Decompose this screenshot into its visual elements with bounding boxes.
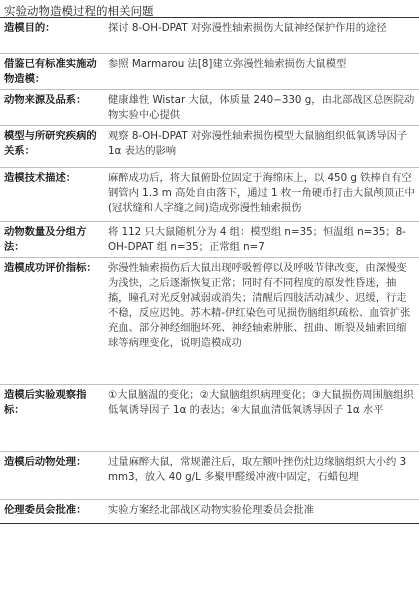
table-row xyxy=(0,500,419,524)
row-value: 健康雄性 Wistar 大鼠，体质量 240−330 g，由北部战区总医院动物实验中心提供 xyxy=(108,94,415,121)
row-label: 伦理委员会批准： xyxy=(4,504,87,516)
row-value: 实验方案经北部战区动物实验伦理委员会批准 xyxy=(108,504,314,516)
row-value: 弥漫性轴索损伤后大鼠出现呼吸暂停以及呼吸节律改变，由深慢变为浅快，之后逐渐恢复正常；同时有不同程度的原发性昏迷，抽搐，瞳孔对光反射减弱或消失；清醒后四肢活动减少、迟缓，行走不稳，反应迟钝。苏木精-伊红染色可见损伤脑组织疏松、血管扩张充血、部分神经细胞坏死、神经轴索肿胀、扭曲、断裂及轴索回缩球等病理变化，说明造模成功 xyxy=(108,262,411,349)
table-row xyxy=(0,385,419,452)
table-row xyxy=(0,168,419,222)
row-label: 造模目的： xyxy=(4,22,56,34)
table-row xyxy=(0,54,419,90)
row-value: 麻醉成功后，将大鼠俯卧位固定于海绵床上，以 450 g 铁棒自有空钢管内 1.3 m 高处自由落下，通过 1 枚一角硬币打击大鼠颅顶正中(冠状缝和人字缝之间)造成弥漫性轴索损伤 xyxy=(108,172,415,214)
info-table xyxy=(0,18,419,524)
row-label: 动物数量及分组方法： xyxy=(4,226,87,253)
table-row xyxy=(0,452,419,500)
table-row xyxy=(0,258,419,385)
row-value-text: 参照 Marmarou 法[8]建立弥漫性轴索损伤大鼠模型 xyxy=(108,58,347,70)
row-label: 动物来源及品系： xyxy=(4,94,87,106)
row-label: 借鉴已有标准实施动物造模： xyxy=(4,58,97,85)
row-label: 模型与所研究疾病的关系： xyxy=(4,130,97,157)
row-label: 造模后动物处理： xyxy=(4,456,87,468)
row-label: 造模后实验观察指标： xyxy=(4,389,87,416)
table-row xyxy=(0,126,419,168)
row-label: 造模成功评价指标： xyxy=(4,262,97,274)
table-row xyxy=(0,18,419,54)
row-value: ①大鼠脑温的变化；②大鼠脑组织病理变化；③大鼠损伤周围脑组织低氧诱导因子 1α 的表达；④大鼠血清低氧诱导因子 1α 水平 xyxy=(108,389,414,416)
row-value xyxy=(104,54,419,89)
row-value: 观察 8-OH-DPAT 对弥漫性轴索损伤模型大鼠脑组织低氧诱导因子 1α 表达的影响 xyxy=(108,130,408,157)
row-label: 造模技术描述： xyxy=(4,172,77,184)
table-row xyxy=(0,222,419,258)
row-value: 过量麻醉大鼠，常规灌注后，取左额叶挫伤灶边缘脑组织大小约 3 mm3，放入 40 g/L 多聚甲醛缓冲液中固定，石蜡包埋 xyxy=(108,456,407,483)
row-value: 将 112 只大鼠随机分为 4 组：模型组 n=35；恒温组 n=35；8-OH-DPAT 组 n=35；正常组 n=7 xyxy=(108,226,406,253)
row-value: 探讨 8-OH-DPAT 对弥漫性轴索损伤大鼠神经保护作用的途径 xyxy=(108,22,387,34)
table-title: 实验动物造模过程的相关问题 xyxy=(0,0,419,18)
table-row xyxy=(0,90,419,126)
